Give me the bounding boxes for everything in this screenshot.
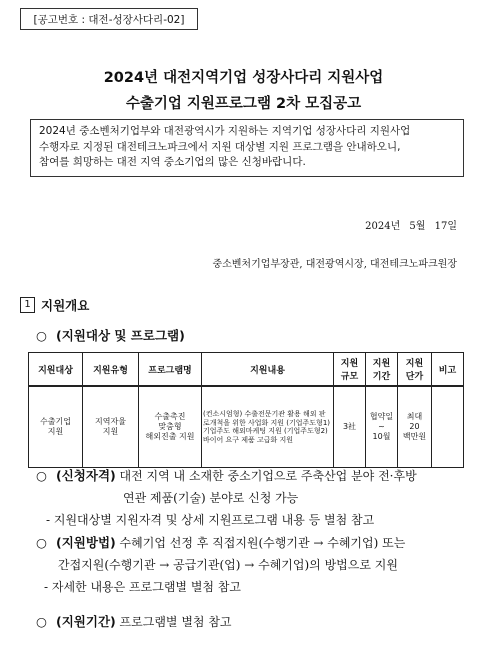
header-note: 비고	[432, 353, 464, 387]
bullet-icon: ○	[36, 468, 47, 483]
bullet-icon: ○	[36, 535, 47, 550]
notice-number: [공고번호 : 대전-성장사다리-02]	[20, 8, 198, 30]
eligibility-text: 대전 지역 내 소재한 중소기업으로 주축산업 분야 전·후방	[115, 469, 417, 483]
cell-price: 최대 20 백만원	[398, 386, 432, 468]
intro-box	[30, 119, 464, 177]
eligibility-text-cont: 연관 제품(기술) 분야로 신청 가능	[123, 491, 299, 505]
section-number: 1	[20, 297, 35, 313]
intro-line: 수행자로 지정된 대전테크노파크에서 지원 대상별 지원 프로그램을 안내하오니,	[39, 140, 401, 153]
method-line	[36, 533, 405, 551]
section-heading	[20, 296, 89, 314]
header-scale: 지원 규모	[334, 353, 366, 387]
table-header-row	[29, 353, 464, 387]
cell-target: 수출기업 지원	[29, 386, 83, 468]
header-content: 지원내용	[202, 353, 334, 387]
header-price: 지원 단가	[398, 353, 432, 387]
eligibility-line	[36, 466, 417, 484]
support-target-heading	[36, 326, 185, 344]
period-text: 프로그램별 별첨 참고	[115, 615, 232, 629]
method-label: (지원방법)	[56, 535, 116, 550]
header-target: 지원대상	[29, 353, 83, 387]
intro-line: 2024년 중소벤처기업부와 대전광역시가 지원하는 지역기업 성장사다리 지원사업	[39, 125, 411, 137]
cell-type: 지역자율 지원	[83, 386, 139, 468]
method-text: 수혜기업 선정 후 직접지원(수행기관 → 수혜기업) 또는	[115, 536, 406, 550]
support-target-label: (지원대상 및 프로그램)	[56, 328, 185, 343]
method-note: - 자세한 내용은 프로그램별 별첨 참고	[44, 580, 242, 594]
intro-line: 참여를 희망하는 대전 지역 중소기업의 많은 신청바랍니다.	[39, 156, 306, 168]
bullet-icon: ○	[36, 328, 47, 343]
program-table	[28, 352, 464, 468]
header-type: 지원유형	[83, 353, 139, 387]
method-text-cont: 간접지원(수행기관 → 공급기관(업) → 수혜기업)의 방법으로 지원	[58, 558, 398, 572]
notice-date: 2024년 5월 17일	[365, 221, 457, 232]
cell-content: (컨소시엄형) 수출전문기관 활용 해외 판로개척을 위한 사업화 지원 (기업주도형1) 기업주도 해외마케팅 지원 (기업주도형2) 바이어 요구 제품 고급화 지원	[202, 386, 334, 468]
cell-period: 협약일 ~ 10월	[366, 386, 398, 468]
header-program: 프로그램명	[139, 353, 202, 387]
bullet-icon: ○	[36, 614, 47, 629]
table-row	[29, 386, 464, 468]
period-line	[36, 612, 232, 630]
eligibility-note: - 지원대상별 지원자격 및 상세 지원프로그램 내용 등 별첨 참고	[46, 513, 375, 527]
cell-note	[432, 386, 464, 468]
cell-scale: 3社	[334, 386, 366, 468]
cell-program: 수출촉진 맞춤형 해외진출 지원	[139, 386, 202, 468]
page-subtitle: 수출기업 지원프로그램 2차 모집공고	[125, 96, 362, 112]
section-title: 지원개요	[41, 298, 90, 313]
eligibility-label: (신청자격)	[56, 468, 116, 483]
page-title: 2024년 대전지역기업 성장사다리 지원사업	[103, 70, 384, 86]
period-label: (지원기간)	[56, 614, 116, 629]
issuer: 중소벤처기업부장관, 대전광역시장, 대전테크노파크원장	[212, 259, 457, 270]
header-period: 지원 기간	[366, 353, 398, 387]
